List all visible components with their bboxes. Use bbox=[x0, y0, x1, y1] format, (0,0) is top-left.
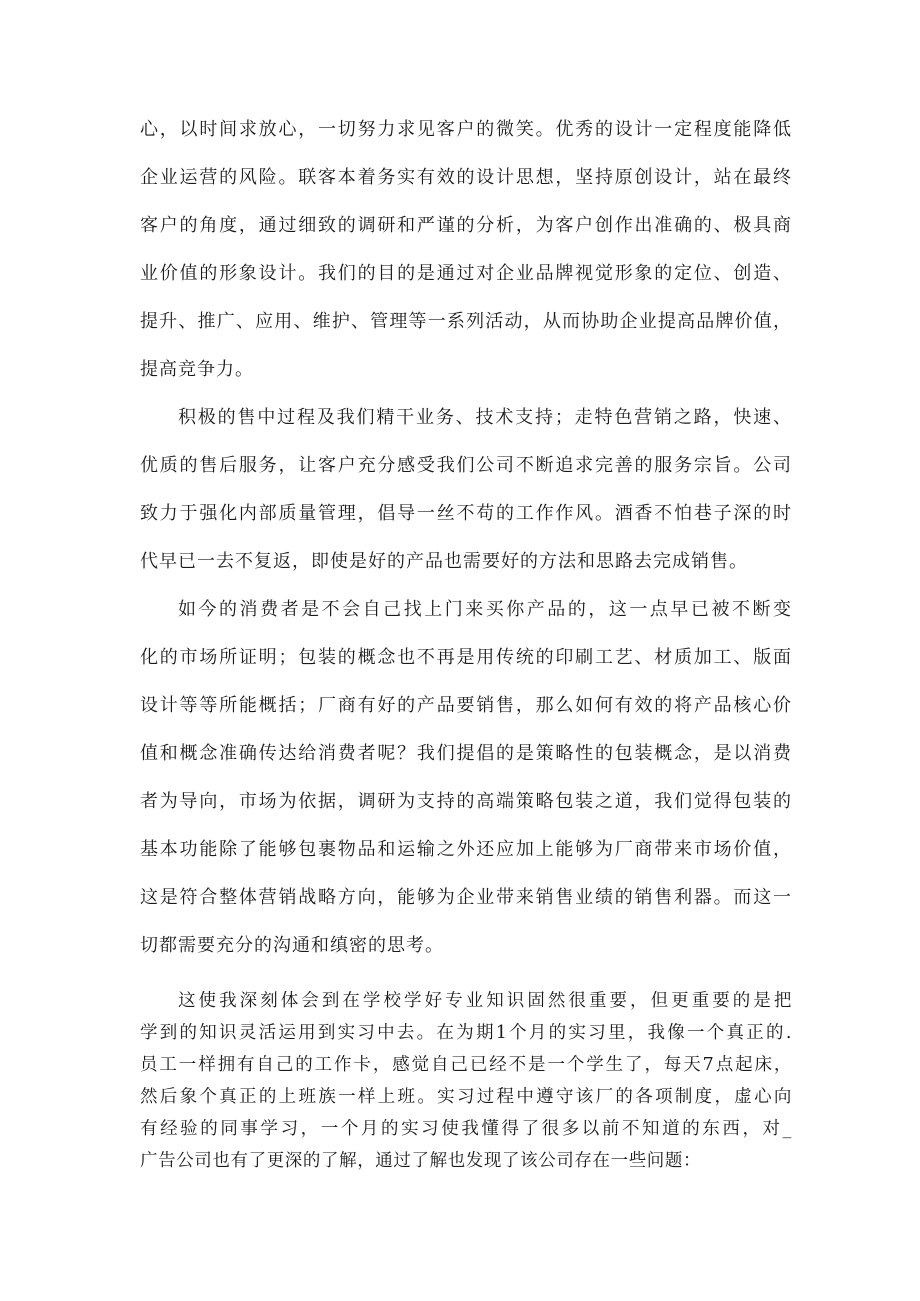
text-line: 提升、推广、应用、维护、管理等一系列活动，从而协助企业提高品牌价值， bbox=[140, 311, 792, 332]
text-line: 广告公司也有了更深的了解，通过了解也发现了该公司存在一些问题： bbox=[140, 1151, 702, 1171]
text-line: 值和概念准确传达给消费者呢？我们提倡的是策略性的包装概念，是以消费 bbox=[140, 743, 792, 764]
text-line: 代早已一去不复返，即使是好的产品也需要好的方法和思路去完成销售。 bbox=[140, 551, 748, 572]
text-line: 学到的知识灵活运用到实习中去。在为期1个月的实习里，我像一个真正的. bbox=[140, 1023, 792, 1043]
text-line: 这使我深刻体会到在学校学好专业知识固然很重要，但更重要的是把 bbox=[178, 991, 792, 1011]
text-line: 致力于强化内部质量管理，倡导一丝不苟的工作作风。酒香不怕巷子深的时 bbox=[140, 503, 792, 524]
text-line: 员工一样拥有自己的工作卡，感觉自己已经不是一个学生了，每天7点起床， bbox=[140, 1055, 792, 1075]
text-line: 者为导向，市场为依据，调研为支持的高端策略包装之道，我们觉得包装的 bbox=[140, 791, 792, 812]
text-line: 切都需要充分的沟通和缜密的思考。 bbox=[140, 935, 444, 956]
text-line: 基本功能除了能够包裹物品和运输之外还应加上能够为厂商带来市场价值， bbox=[140, 839, 792, 860]
text-line: 这是符合整体营销战略方向，能够为企业带来销售业绩的销售利器。而这一 bbox=[140, 887, 792, 908]
text-line: 提高竞争力。 bbox=[140, 359, 254, 380]
text-line: 化的市场所证明；包装的概念也不再是用传统的印刷工艺、材质加工、版面 bbox=[140, 647, 792, 668]
text-line: 优质的售后服务，让客户充分感受我们公司不断追求完善的服务宗旨。公司 bbox=[140, 455, 792, 476]
text-line: 有经验的同事学习，一个月的实习使我懂得了很多以前不知道的东西，对_ bbox=[140, 1119, 792, 1139]
text-line: 设计等等所能概括；厂商有好的产品要销售，那么如何有效的将产品核心价 bbox=[140, 695, 792, 716]
text-line: 心，以时间求放心，一切努力求见客户的微笑。优秀的设计一定程度能降低 bbox=[140, 119, 792, 140]
text-line: 客户的角度，通过细致的调研和严谨的分析，为客户创作出准确的、极具商 bbox=[140, 215, 792, 236]
text-line: 企业运营的风险。联客本着务实有效的设计思想，坚持原创设计，站在最终 bbox=[140, 167, 792, 188]
text-line: 积极的售中过程及我们精干业务、技术支持；走特色营销之路，快速、 bbox=[178, 407, 792, 428]
text-line: 业价值的形象设计。我们的目的是通过对企业品牌视觉形象的定位、创造、 bbox=[140, 263, 792, 284]
text-line: 如今的消费者是不会自己找上门来买你产品的，这一点早已被不断变 bbox=[178, 599, 792, 620]
text-line: 然后象个真正的上班族一样上班。实习过程中遵守该厂的各项制度，虚心向 bbox=[140, 1087, 792, 1107]
